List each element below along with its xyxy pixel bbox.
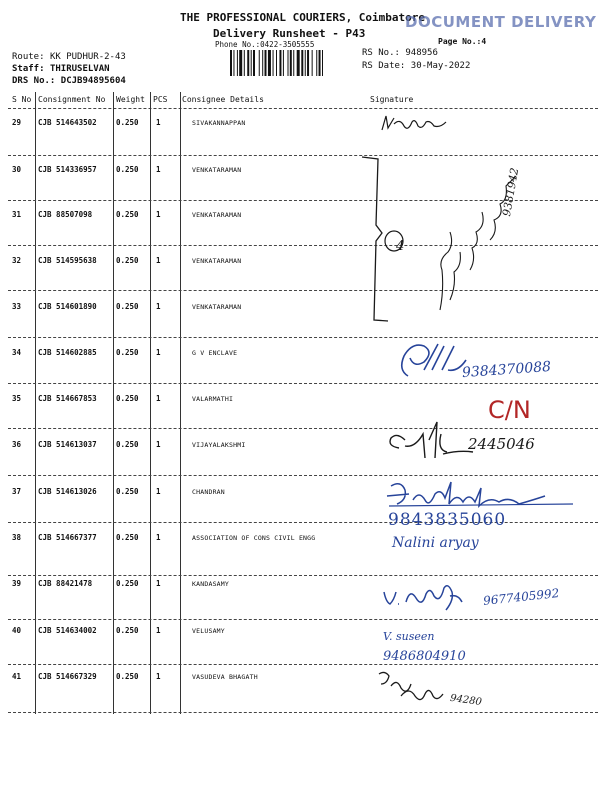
rule-sno	[35, 92, 36, 714]
row-sno: 33	[12, 302, 22, 311]
row-divider	[8, 619, 598, 620]
row-pcs: 1	[156, 118, 161, 127]
signature-30-33	[430, 150, 540, 320]
route-label: Route:	[12, 52, 45, 62]
row-consignment: CJB 514643502	[38, 118, 97, 127]
row-weight: 0.250	[116, 348, 139, 357]
row-pcs: 1	[156, 626, 161, 635]
row-sno: 32	[12, 256, 22, 265]
phone-40: 9486804910	[383, 649, 466, 664]
row-consignee: VALARMATHI	[192, 395, 234, 403]
row-weight: 0.250	[116, 302, 139, 311]
rs-label: RS No.:	[362, 48, 400, 58]
note-35: C/N	[488, 396, 531, 424]
staff-value: THIRUSELVAN	[49, 64, 110, 74]
staff-label: Staff:	[12, 64, 45, 74]
row-sno: 34	[12, 348, 22, 357]
row-pcs: 1	[156, 579, 161, 588]
row-pcs: 1	[156, 394, 161, 403]
row-consignment: CJB 88421478	[38, 579, 93, 588]
signature-29	[380, 112, 460, 137]
row-consignment: CJB 514634002	[38, 626, 97, 635]
page-number: Page No.:4	[438, 37, 487, 46]
signature-39	[380, 582, 475, 612]
row-sno: 39	[12, 579, 22, 588]
rs-date-line	[362, 61, 470, 71]
phone-34: 9384370088	[461, 358, 552, 382]
row-pcs: 1	[156, 165, 161, 174]
bracket-count: 4	[396, 239, 405, 254]
phone-39: 9677405992	[482, 586, 560, 608]
row-consignee: G V ENCLAVE	[192, 349, 238, 357]
row-consignee: VIJAYALAKSHMI	[192, 441, 246, 449]
col-weight: Weight	[116, 95, 145, 104]
signature-41	[375, 668, 475, 713]
row-pcs: 1	[156, 256, 161, 265]
row-pcs: 1	[156, 672, 161, 681]
row-consignment: CJB 514667329	[38, 672, 97, 681]
drs-label: DRS No.:	[12, 76, 56, 86]
row-consignment: CJB 514595638	[38, 256, 97, 265]
name-40: V. suseen	[383, 630, 435, 643]
row-consignee: VENKATARAMAN	[192, 303, 242, 311]
row-consignment: CJB 514601890	[38, 302, 97, 311]
rs-date-label: RS Date:	[362, 61, 406, 71]
rs-value: 948956	[405, 48, 438, 58]
row-consignment: CJB 514667853	[38, 394, 97, 403]
col-pcs: PCS	[153, 95, 168, 104]
row-pcs: 1	[156, 210, 161, 219]
row-weight: 0.250	[116, 165, 139, 174]
row-pcs: 1	[156, 533, 161, 542]
col-consignment: Consignment No	[38, 95, 106, 104]
col-sno: S No	[12, 95, 32, 104]
row-consignee: VELUSAMY	[192, 627, 225, 635]
row-consignment: CJB 88507098	[38, 210, 93, 219]
row-consignment: CJB 514613037	[38, 440, 97, 449]
signature-37	[383, 478, 578, 510]
row-consignment: CJB 514336957	[38, 165, 97, 174]
row-consignment: CJB 514602885	[38, 348, 97, 357]
row-pcs: 1	[156, 487, 161, 496]
row-consignee: VENKATARAMAN	[192, 166, 242, 174]
document-delivery-stamp: DOCUMENT DELIVERY	[405, 13, 597, 31]
row-consignee: SIVAKANNAPPAN	[192, 119, 246, 127]
row-weight: 0.250	[116, 210, 139, 219]
phone-37: 9843835060	[388, 510, 507, 530]
row-sno: 36	[12, 440, 22, 449]
phone-30-33: 9381942	[500, 166, 522, 218]
row-divider	[8, 475, 598, 476]
phone-36: 2445046	[468, 435, 535, 453]
row-weight: 0.250	[116, 118, 139, 127]
row-sno: 38	[12, 533, 22, 542]
name-38: Nalini aryay	[392, 535, 479, 551]
row-weight: 0.250	[116, 394, 139, 403]
company-phone: Phone No.:0422-3505555	[215, 40, 315, 49]
phone-41: 94280	[449, 692, 483, 709]
rs-number-line	[362, 48, 438, 58]
row-weight: 0.250	[116, 487, 139, 496]
staff-line	[12, 64, 110, 74]
row-sno: 29	[12, 118, 22, 127]
row-consignee: VENKATARAMAN	[192, 257, 242, 265]
rule-weight	[150, 92, 151, 714]
row-weight: 0.250	[116, 579, 139, 588]
signature-36	[385, 420, 480, 465]
row-weight: 0.250	[116, 672, 139, 681]
barcode	[230, 50, 355, 76]
row-sno: 31	[12, 210, 22, 219]
row-divider	[8, 712, 598, 713]
row-sno: 37	[12, 487, 22, 496]
row-consignee: VENKATARAMAN	[192, 211, 242, 219]
row-divider	[8, 664, 598, 665]
row-sno: 40	[12, 626, 22, 635]
row-pcs: 1	[156, 440, 161, 449]
rs-date-value: 30-May-2022	[410, 61, 471, 71]
col-signature: Signature	[370, 95, 414, 104]
col-consignee: Consignee Details	[182, 95, 264, 104]
route-value: KK PUDHUR-2-43	[49, 52, 126, 62]
row-weight: 0.250	[116, 440, 139, 449]
row-weight: 0.250	[116, 256, 139, 265]
header-divider	[8, 108, 598, 109]
row-pcs: 1	[156, 302, 161, 311]
row-consignee: VASUDEVA BHAGATH	[192, 673, 258, 681]
row-divider	[8, 383, 598, 384]
company-title: THE PROFESSIONAL COURIERS, Coimbatore	[180, 11, 426, 24]
row-consignee: KANDASAMY	[192, 580, 230, 588]
rule-pcs	[180, 92, 181, 714]
row-pcs: 1	[156, 348, 161, 357]
row-sno: 30	[12, 165, 22, 174]
drs-value: DCJB94895604	[60, 76, 126, 86]
row-consignee: CHANDRAN	[192, 488, 225, 496]
rule-consignment	[113, 92, 114, 714]
route-line	[12, 52, 126, 62]
row-weight: 0.250	[116, 626, 139, 635]
row-divider	[8, 522, 598, 523]
row-divider	[8, 337, 598, 338]
row-weight: 0.250	[116, 533, 139, 542]
runsheet-title: Delivery Runsheet - P43	[213, 27, 366, 40]
row-consignee: ASSOCIATION OF CONS CIVIL ENGG	[192, 534, 316, 542]
drs-line	[12, 76, 126, 86]
row-divider	[8, 575, 598, 576]
row-sno: 35	[12, 394, 22, 403]
row-consignment: CJB 514667377	[38, 533, 97, 542]
row-sno: 41	[12, 672, 22, 681]
row-consignment: CJB 514613026	[38, 487, 97, 496]
row-divider	[8, 428, 598, 429]
